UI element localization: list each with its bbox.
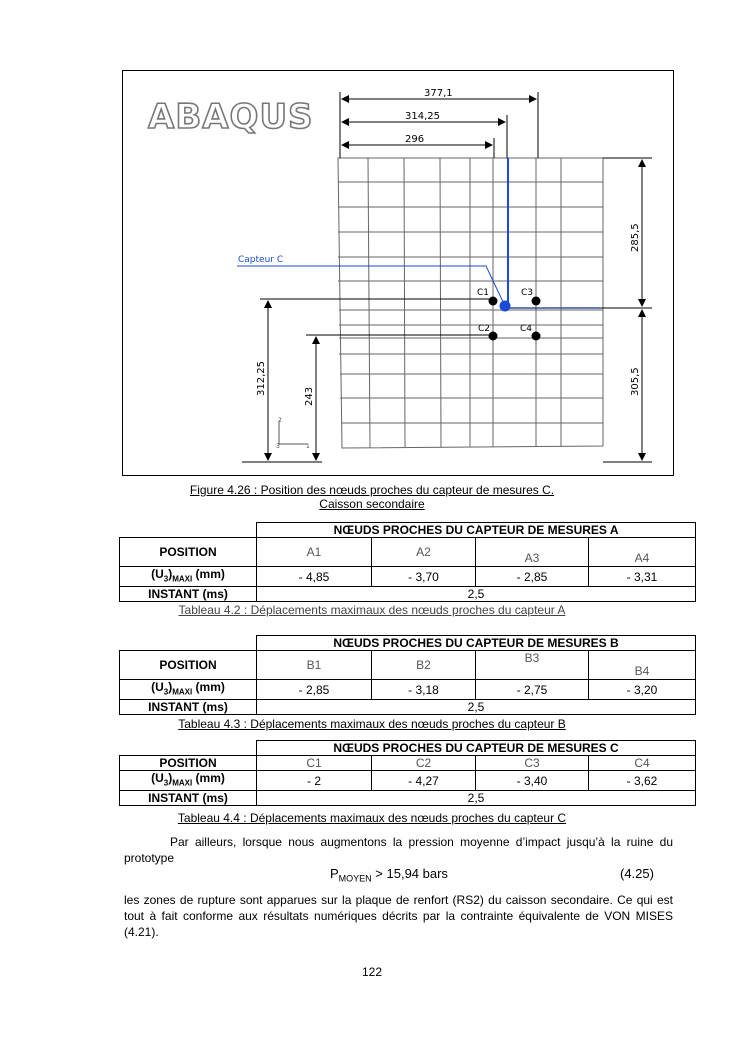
formula-number: (4.25): [620, 866, 654, 881]
dim-296: 296: [405, 134, 425, 145]
formula: $P_{MOYEN} > 15,94$ bars: [330, 866, 448, 884]
table-b-value: - 2,75: [476, 680, 589, 700]
dim-377: 377,1: [424, 88, 453, 99]
table-a-value: - 2,85: [476, 567, 589, 587]
table-a-value: - 4,85: [257, 567, 372, 587]
table-c-header: NŒUDS PROCHES DU CAPTEUR DE MESURES C: [257, 741, 696, 756]
table-a-node: A2: [372, 538, 476, 567]
table-c-node: C4: [589, 756, 696, 771]
figure-caption-line2: Caisson secondaire: [319, 497, 425, 511]
table-a-node: A1: [257, 538, 372, 567]
table-b-node: B1: [257, 651, 372, 680]
abaqus-logo: ABAQUS: [148, 97, 314, 137]
table-b-node: B3: [476, 651, 589, 680]
table-b-value: - 2,85: [257, 680, 372, 700]
table-c-position-label: POSITION: [120, 756, 257, 771]
table-c-instant-label: INSTANT (ms): [120, 791, 257, 806]
table-c-value: - 2: [257, 771, 372, 791]
table-c-value: - 3,62: [589, 771, 696, 791]
table-c: [119, 740, 696, 806]
table-a-value: - 3,31: [589, 567, 696, 587]
axis-label-2: 2: [278, 417, 282, 424]
table-c-node: C2: [372, 756, 476, 771]
table-b-instant-label: INSTANT (ms): [120, 700, 257, 715]
node-c3-label: C3: [521, 288, 534, 298]
table-c-caption: Tableau 4.4 : Déplacements maximaux des nœuds proches du capteur C: [177, 811, 567, 825]
table-c-value: - 4,27: [372, 771, 476, 791]
table-b-value: - 3,20: [589, 680, 696, 700]
page-number: 122: [361, 965, 383, 979]
table-b-header: NŒUDS PROCHES DU CAPTEUR DE MESURES B: [257, 636, 696, 651]
node-c1-label: C1: [477, 288, 490, 298]
figure-drawing: [122, 70, 674, 476]
table-c-u3-label: $(U_3)_{MAXI}$ (mm): [120, 771, 257, 791]
table-a-node: A3: [476, 538, 589, 567]
figure-caption-line1: Figure 4.26 : Position des nœuds proches du capteur de mesures C.: [189, 483, 555, 497]
table-c-value: - 3,40: [476, 771, 589, 791]
node-c4-label: C4: [520, 324, 533, 334]
table-b-instant-value: 2,5: [257, 700, 696, 715]
table-a-node: A4: [589, 538, 696, 567]
table-b-node: B4: [589, 651, 696, 680]
sensor-c-label: Capteur C: [238, 255, 284, 265]
axis-label-1: 1: [306, 443, 310, 450]
dim-314: 314,25: [405, 111, 440, 122]
paragraph-2: les zones de rupture sont apparues sur la plaque de renfort (RS2) du caisson secondaire. Ce qui est tout à fait conforme aux résultats numériques décrits par la contrainte équivalente de VON MISES (4.21).: [124, 893, 673, 939]
table-c-instant-value: 2,5: [257, 791, 696, 806]
axis-label-3: 3: [276, 443, 280, 450]
dim-305: 305,5: [630, 367, 641, 396]
dim-312: 312,25: [256, 361, 267, 396]
table-a: [119, 522, 696, 602]
table-b-u3-label: $(U_3)_{MAXI}$ (mm): [120, 680, 257, 700]
dim-243: 243: [304, 386, 315, 406]
table-b: [119, 635, 696, 715]
abaqus-figure: [122, 70, 674, 476]
table-a-position-label: POSITION: [120, 538, 257, 567]
table-b-value: - 3,18: [372, 680, 476, 700]
table-a-u3-label: $(U_3)_{MAXI}$ (mm): [120, 567, 257, 587]
table-b-caption: Tableau 4.3 : Déplacements maximaux des nœuds proches du capteur B: [178, 717, 566, 731]
table-c-node: C3: [476, 756, 589, 771]
paragraph-1: Par ailleurs, lorsque nous augmentons la pression moyenne d’impact jusqu’à la ruine du prototype: [124, 835, 673, 865]
table-c-node: C1: [257, 756, 372, 771]
figure-caption: [0, 483, 744, 511]
dim-285: 285,5: [630, 223, 641, 252]
table-a-header: NŒUDS PROCHES DU CAPTEUR DE MESURES A: [257, 523, 696, 538]
table-a-value: - 3,70: [372, 567, 476, 587]
node-c2-label: C2: [478, 324, 491, 334]
table-b-node: B2: [372, 651, 476, 680]
table-a-caption: Tableau 4.2 : Déplacements maximaux des nœuds proches du capteur A: [178, 603, 566, 617]
table-a-instant-label: INSTANT (ms): [120, 587, 257, 602]
table-a-instant-value: 2,5: [257, 587, 696, 602]
table-b-position-label: POSITION: [120, 651, 257, 680]
